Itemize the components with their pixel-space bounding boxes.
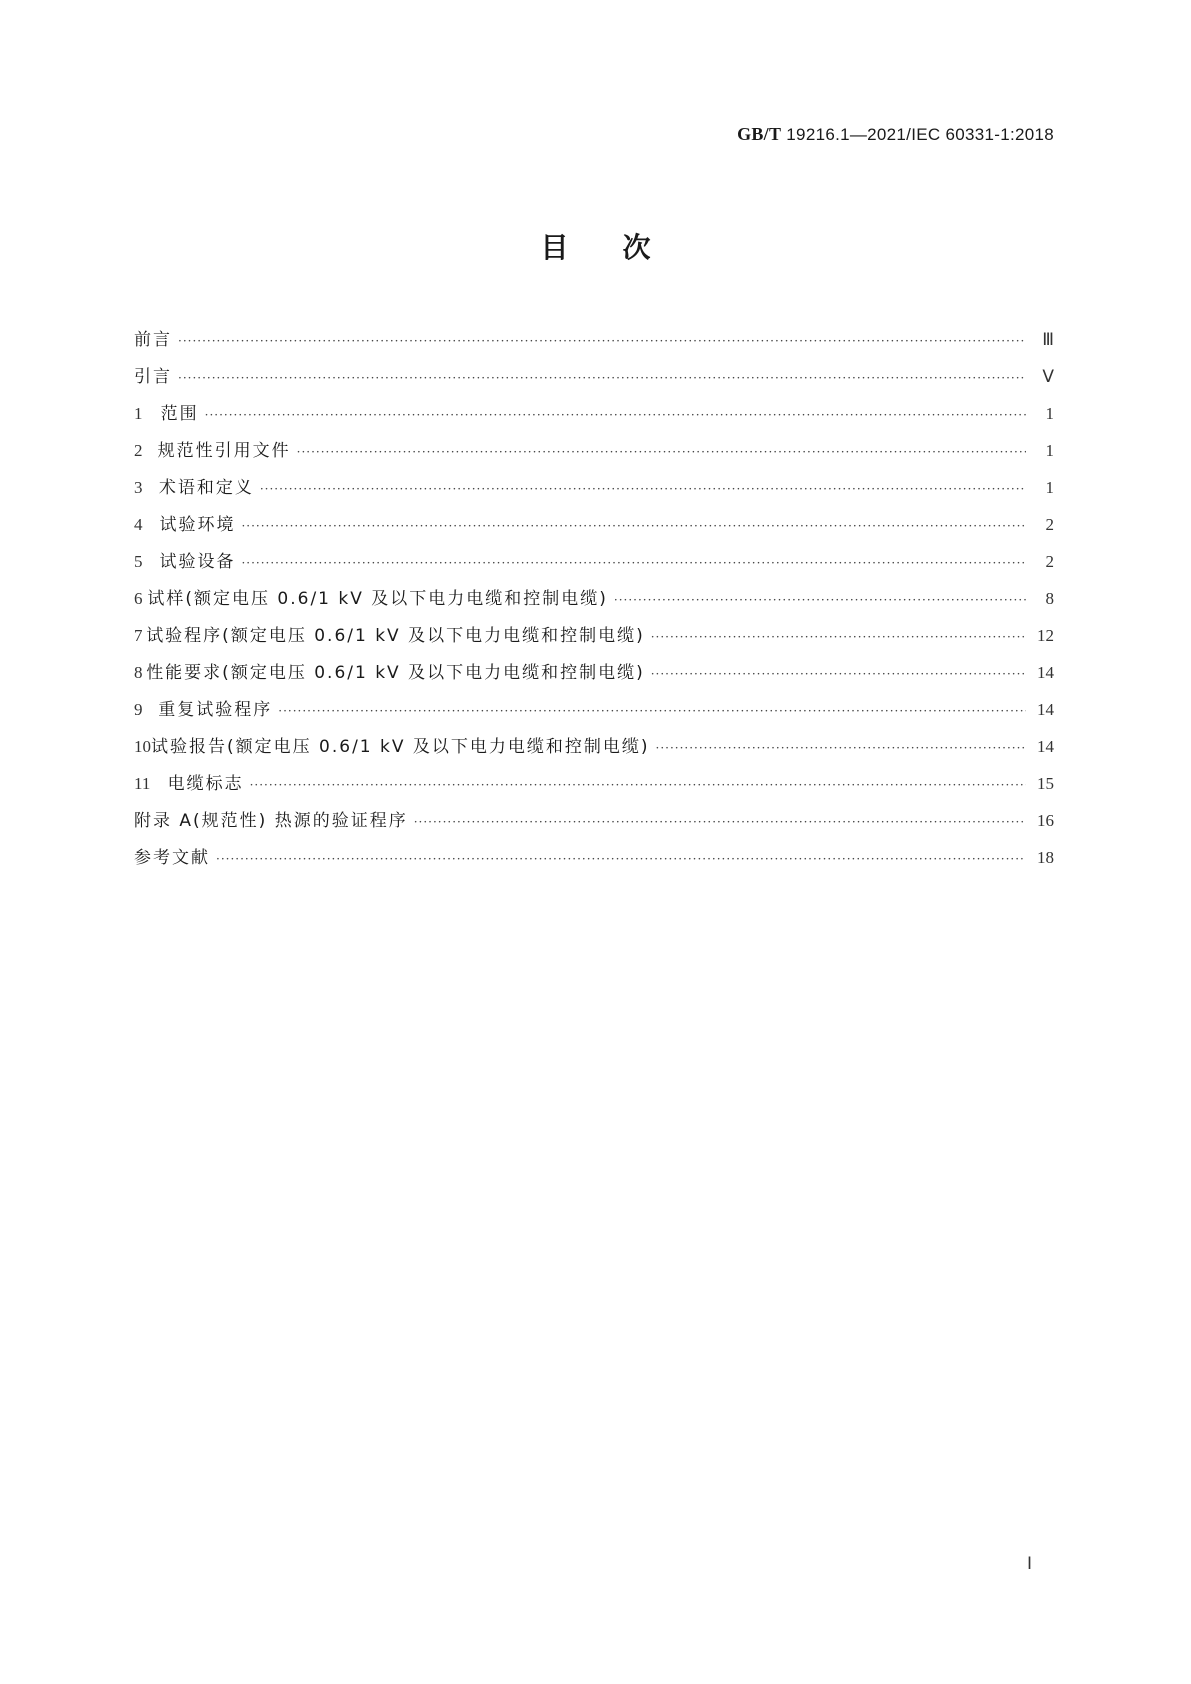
toc-leader-dots [297,434,1026,471]
toc-entry-title: 范围 [160,404,199,424]
toc-entry-8[interactable] [134,654,1054,691]
toc-entry-annex-a[interactable] [134,802,1054,839]
toc-entry-title: 术语和定义 [158,478,254,498]
page-number: Ⅰ [1026,1554,1032,1573]
toc-leader-dots [414,804,1026,841]
toc-entry-bibliography[interactable] [134,839,1054,876]
toc-leader-dots [651,656,1026,693]
toc-entry-6[interactable] [134,580,1054,617]
toc-entry-10[interactable] [134,728,1054,765]
toc-entry-number: 3 [134,478,143,497]
toc-entry-number: 6 [134,589,143,608]
toc-entry-page: Ⅲ [1042,330,1054,349]
toc-entry-page: 1 [1045,404,1054,423]
toc-entry-page: 14 [1037,700,1054,719]
standard-code-prefix: GB/T [737,124,782,144]
toc-entry-page: 8 [1045,589,1054,608]
toc-entry-title: 试验程序(额定电压 0.6/1 kV 及以下电力电缆和控制电缆) [146,626,645,646]
toc-entry-foreword[interactable] [134,321,1054,358]
toc-entry-number: 10 [134,737,151,756]
toc-entry-number: 8 [134,663,143,682]
toc-entry-page: 15 [1037,774,1054,793]
toc-entry-title: 引言 [134,367,172,387]
toc-entry-page: 16 [1037,811,1054,830]
toc-entry-title: 参考文献 [134,848,210,868]
toc-leader-dots [278,693,1026,730]
toc-entry-number: 11 [134,774,151,793]
toc-entry-7[interactable] [134,617,1054,654]
standard-code-header [737,124,1054,145]
toc-entry-number: 9 [134,700,143,719]
toc-entry-title: 电缆标志 [167,774,244,794]
toc-entry-page: Ⅴ [1042,367,1054,386]
toc-leader-dots [205,397,1026,434]
toc-entry-title: 试验报告(额定电压 0.6/1 kV 及以下电力电缆和控制电缆) [151,737,650,757]
toc-leader-dots [614,582,1026,619]
toc-leader-dots [216,841,1026,878]
toc-entry-1[interactable] [134,395,1054,432]
toc-leader-dots [178,323,1026,360]
toc-entry-page: 1 [1045,441,1054,460]
toc-entry-title: 附录 A(规范性) 热源的验证程序 [134,811,408,831]
toc-entry-5[interactable] [134,543,1054,580]
table-of-contents [134,321,1054,876]
toc-entry-number: 2 [134,441,143,460]
toc-entry-title: 前言 [134,330,172,350]
toc-entry-11[interactable] [134,765,1054,802]
toc-leader-dots [656,730,1026,767]
toc-entry-title: 试样(额定电压 0.6/1 kV 及以下电力电缆和控制电缆) [147,589,608,609]
toc-entry-4[interactable] [134,506,1054,543]
toc-entry-3[interactable] [134,469,1054,506]
toc-leader-dots [241,508,1026,545]
toc-entry-page: 14 [1037,737,1054,756]
toc-entry-9[interactable] [134,691,1054,728]
toc-entry-page: 18 [1037,848,1054,867]
toc-entry-page: 14 [1037,663,1054,682]
toc-leader-dots [250,767,1026,804]
toc-entry-number: 7 [134,626,143,645]
standard-code-number: 19216.1—2021/IEC 60331-1:2018 [781,125,1054,144]
toc-entry-introduction[interactable] [134,358,1054,395]
toc-entry-title: 规范性引用文件 [157,441,291,461]
toc-entry-2[interactable] [134,432,1054,469]
toc-entry-page: 12 [1037,626,1054,645]
toc-entry-title: 性能要求(额定电压 0.6/1 kV 及以下电力电缆和控制电缆) [146,663,645,683]
toc-entry-number: 1 [134,404,143,423]
toc-entry-title: 试验设备 [159,552,236,572]
toc-entry-number: 5 [134,552,143,571]
toc-entry-page: 2 [1045,552,1054,571]
toc-leader-dots [651,619,1026,656]
toc-leader-dots [178,360,1026,397]
toc-entry-title: 重复试验程序 [158,700,273,720]
toc-entry-page: 2 [1045,515,1054,534]
toc-entry-page: 1 [1045,478,1054,497]
toc-leader-dots [260,471,1026,508]
toc-leader-dots [241,545,1026,582]
toc-entry-title: 试验环境 [159,515,236,535]
toc-title: 目次 [540,231,705,264]
toc-entry-number: 4 [134,515,143,534]
